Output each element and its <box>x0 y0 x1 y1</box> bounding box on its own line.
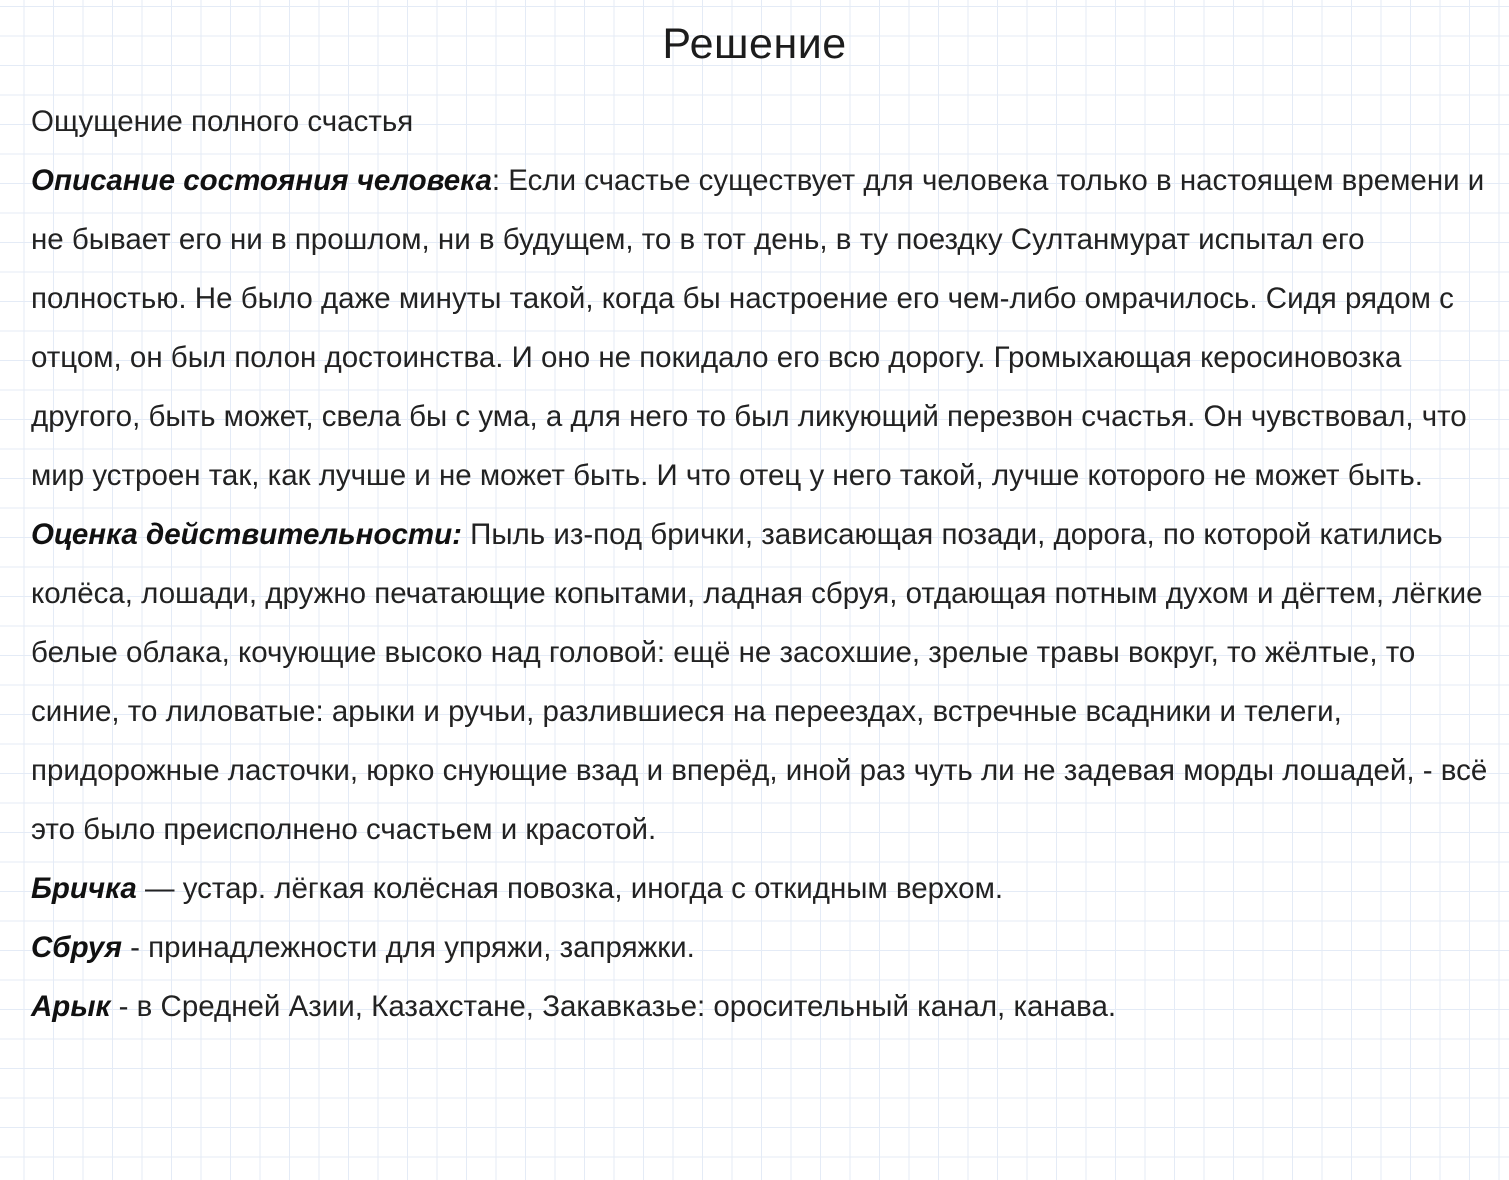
definition-text: - в Средней Азии, Казахстане, Закавказье: оросительный канал, канава. <box>110 990 1117 1023</box>
paragraph-text: Пыль из-под брички, зависающая позади, дорога, по которой катились колёса, лошади, дружно печатающие копытами, ладная сбруя, отдающая потным духом и дёгтем, лёгкие белые облака, кочующие высоко над головой: ещё не засохшие, зрелые травы вокруг, то жёлтые, то синие, то лиловатые: арыки и ручьи, разлившиеся на переездах, встречные всадники и телеги, придорожные ласточки, юрко снующие взад и вперёд, иной раз чуть ли не задевая морды лошадей, - всё это было преисполнено счастьем и красотой. <box>31 518 1488 846</box>
solution-content <box>31 92 1491 1036</box>
term-label: Оценка действительности: <box>31 518 462 551</box>
paragraph-text: : Если счастье существует для человека только в настоящем времени и не бывает его ни в прошлом, ни в будущем, то в тот день, в ту поездку Султанмурат испытал его полностью. Не было даже минуты такой, когда бы настроение его чем-либо омрачилось. Сидя рядом с отцом, он был полон достоинства. И оно не покидало его всю дорогу. Громыхающая керосиновозка другого, быть может, свела бы с ума, а для него то был ликующий перезвон счастья. Он чувствовал, что мир устроен так, как лучше и не может быть. И что отец у него такой, лучше которого не может быть. <box>31 164 1485 492</box>
term-label: Описание состояния человека <box>31 164 492 197</box>
page-title: Решение <box>662 20 847 68</box>
definition-aryk <box>31 977 1491 1036</box>
definition-sbruya <box>31 918 1491 977</box>
definition-text: — устар. лёгкая колёсная повозка, иногда с откидным верхом. <box>136 872 1004 905</box>
term-label: Сбруя <box>31 931 122 964</box>
definition-brichka <box>31 859 1491 918</box>
term-label: Арык <box>31 990 111 1023</box>
definition-text: - принадлежности для упряжи, запряжки. <box>121 931 695 964</box>
paragraph-state-description <box>31 151 1491 505</box>
term-label: Бричка <box>31 872 137 905</box>
subtitle: Ощущение полного счастья <box>31 105 414 138</box>
paragraph-reality-assessment <box>31 505 1491 859</box>
